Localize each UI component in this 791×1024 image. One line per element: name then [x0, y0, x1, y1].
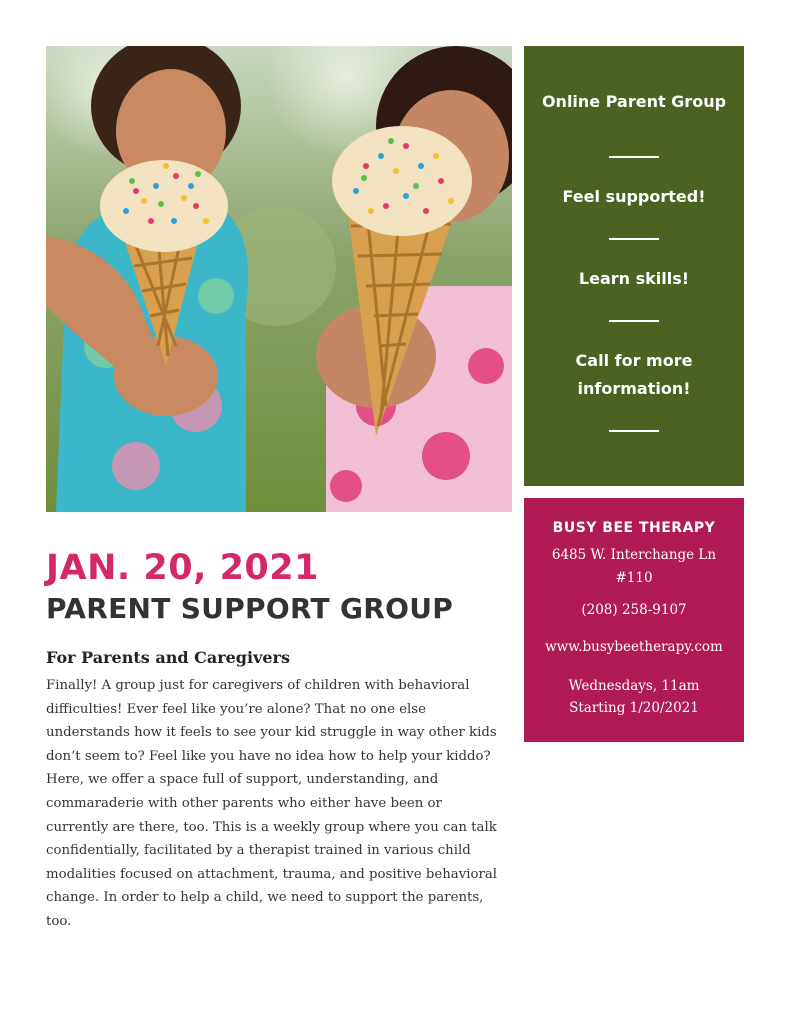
feature-call: Call for more information! — [575, 351, 693, 398]
divider — [609, 320, 659, 322]
hero-photo — [46, 46, 512, 512]
description-text: Finally! A group just for caregivers of children with behavioral difficulties! Ever feel like you’re alone? That no one else understands how it feels to see your kid struggle in way other kids don’t seem to? Feel like you have no idea how to help your kiddo? Here, we offer a space full of support, understanding, and commaraderie with other parents who either have been or currently are there, too. This is a weekly group where you can talk confidentially, facilitated by a therapist trained in various child modalities focused on attachment, trauma, and positive behavioral change. In order to help a child, we need to support the parents, too. — [46, 678, 498, 929]
divider — [609, 238, 659, 240]
address-line1: 6485 W. Interchange Ln — [551, 547, 717, 563]
event-date: JAN. 20, 2021 — [46, 548, 319, 588]
feature-skills: Learn skills! — [578, 269, 690, 288]
feature-online-group: Online Parent Group — [541, 92, 727, 111]
page-title: PARENT SUPPORT GROUP — [46, 592, 454, 625]
phone-number: (208) 258-9107 — [581, 602, 687, 618]
schedule-start: Starting 1/20/2021 — [569, 700, 699, 716]
address-line2: #110 — [615, 570, 653, 586]
feature-supported: Feel supported! — [562, 187, 706, 206]
website-link[interactable]: www.busybeetherapy.com — [545, 639, 723, 655]
features-panel — [524, 46, 744, 486]
girls-with-ice-cream-photo-icon — [46, 46, 512, 512]
address — [524, 544, 744, 590]
business-name: BUSY BEE THERAPY — [552, 520, 716, 536]
contact-panel — [524, 498, 744, 742]
schedule — [524, 675, 744, 719]
subtitle: For Parents and Caregivers — [46, 648, 290, 667]
divider — [609, 156, 659, 158]
schedule-day: Wednesdays, 11am — [568, 678, 700, 694]
divider — [609, 430, 659, 432]
